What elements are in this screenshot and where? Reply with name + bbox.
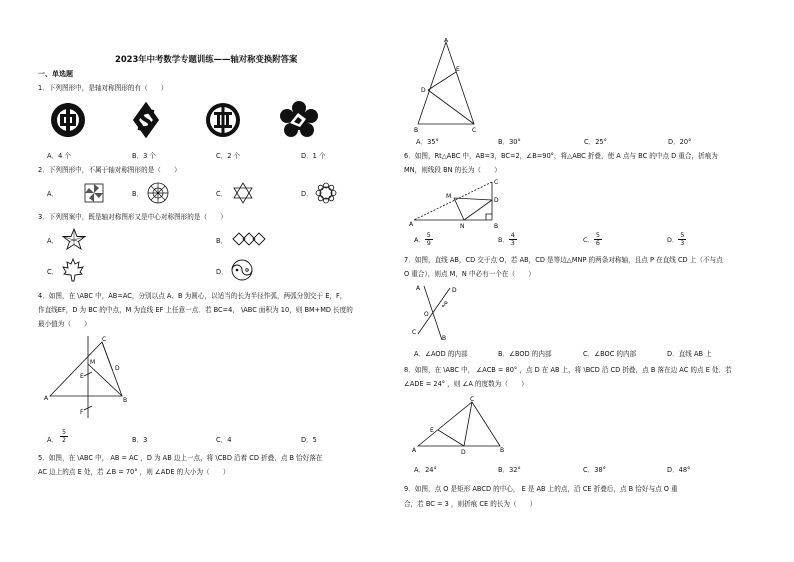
q3-label-a: A． [47,237,59,245]
q2-label-d: D． [301,190,313,198]
q4-option-d: D．5 [301,436,317,444]
q7-option-b: B．∠BOD 的内部 [498,350,552,358]
svg-text:D: D [461,449,466,456]
bank-emblem-logo-icon [205,102,241,138]
svg-text:D: D [115,365,120,372]
q5-option-c: C．25° [584,138,607,146]
q7-option-d: D．直线 AB 上 [667,350,712,358]
q1-option-c: C．2 个 [216,152,241,160]
q2-label-c: C． [216,190,228,198]
dollar-s-logo-icon [128,102,164,138]
scalloped-circle-icon [315,182,337,204]
svg-text:C: C [494,179,499,186]
q3-stem: 3．下列图案中，既是轴对称图形又是中心对称图形的是（ ） [38,213,227,221]
svg-text:B: B [500,447,505,454]
svg-text:D: D [421,87,426,94]
svg-text:B: B [494,223,499,230]
svg-text:D: D [452,287,457,294]
maple-leaf-icon [62,258,84,282]
q7-option-c: C．∠BOC 的内部 [583,350,637,358]
svg-text:A: A [444,38,449,44]
q1-option-b: B．3 个 [132,152,157,160]
q7-line-2: O 重合），则点 M，N 中必有一个在（ ） [404,270,535,278]
svg-text:A: A [412,447,417,454]
q8-option-b: B．32° [498,466,521,474]
q6-line-2: MN，则线段 BN 的长为（ ） [404,166,501,174]
q8-option-d: D．48° [667,466,691,474]
q4-triangle-figure [40,334,140,422]
q2-label-b: B． [132,190,144,198]
yin-yang-icon [231,259,253,281]
q2-stem: 2．下列图形中，不属于轴对称图形的是（ ） [38,166,181,174]
svg-text:E: E [456,66,460,73]
svg-text:B: B [123,397,128,404]
q3-label-b: B． [216,237,228,245]
q5-line-2: AC 边上的点 E 处，若 ∠B = 70° ，则 ∠ADE 的大小为（ ） [38,468,230,476]
q8-option-c: C．38° [583,466,606,474]
svg-text:P: P [444,301,448,308]
svg-text:E: E [430,427,434,434]
svg-text:A: A [416,285,421,292]
q6-triangle-figure [408,178,504,230]
svg-text:C: C [102,336,107,343]
q1-option-d: D．1 个 [301,152,326,160]
q6-line-1: 6．如图，Rt△ABC 中，AB=3，BC=2，∠B=90°，将△ABC 折叠，使 A 点与 BC 的中点 D 重合，折痕为 [404,152,718,160]
q9-line-2: 合，若 BC = 3 ，则折痕 CE 的长为（ ） [404,500,537,508]
q4-option-a: A． [47,436,59,444]
q4-line-1: 4．如图，在 \ABC 中，AB=AC，分别以点 A、B 为圆心，以适当的长为半径作弧，两弧分别交于 E，F， [38,292,347,300]
svg-text:B: B [442,335,447,342]
bank-of-china-logo-icon [50,102,86,138]
section-heading: 一、单选题 [38,70,73,78]
q8-option-a: A．24° [414,466,437,474]
q8-line-1: 8．如图，在 \ABC 中， ∠ACB = 80° ，点 D 在 AB 上，将 \BCD 沿 CD 折叠，点 B 落在边 AC 的点 E 处．若 [404,366,732,374]
q2-label-a: A． [47,190,59,198]
svg-text:C: C [470,396,475,403]
q6-option-a: A． 5 9 [414,231,431,247]
q5-triangle-figure [408,38,488,134]
q1-stem: 1．下列图形中，是轴对称图形的有（ ） [38,84,168,92]
pinwheel-icon [84,183,104,203]
svg-text:A: A [409,221,414,228]
q8-line-2: ∠ADE = 24° ，则 ∠A 的度数为（ ） [404,380,528,388]
q7-line-1: 7．如图，直线 AB，CD 交于点 O，若 AB，CD 是等边△MNP 的两条对称轴，且点 P 在直线 CD 上（不与点 [404,256,723,264]
svg-text:O: O [424,311,429,318]
q4-option-a-fraction: 5 2 [60,429,68,444]
q5-option-d: D．20° [668,138,692,146]
q5-option-a: A．35° [416,138,439,146]
svg-text:A: A [44,395,49,402]
q5-option-b: B．30° [498,138,521,146]
svg-text:B: B [414,127,419,134]
q6-option-c: C． 5 6 [583,231,600,247]
hexagram-icon [232,182,254,204]
flower-badge-logo-icon [280,101,318,139]
q4-option-c: C．4 [216,436,232,444]
chinese-knot-icon [232,232,266,246]
q3-label-c: C． [47,268,59,276]
star-icon [62,228,86,250]
svg-text:D: D [494,197,499,204]
rosette-circle-icon [147,182,169,204]
page-title: 2023年中考数学专题训练——轴对称变换附答案 [115,54,298,64]
q3-label-d: D． [216,268,228,276]
svg-text:F: F [80,409,84,416]
q1-option-a: A．4 个 [47,152,71,160]
svg-text:M: M [446,193,452,200]
q4-line-2: 作直线EF，D 为 BC 的中点，M 为直线 EF 上任意一点．若 BC=4， \ABC 面积为 10，则 BM+MD 长度的 [38,306,353,314]
q8-triangle-figure [410,396,510,458]
svg-text:C: C [472,127,477,134]
svg-text:C: C [412,329,417,336]
q6-option-b: B． 4 3 [498,231,515,247]
q4-line-3: 最小值为（ ） [38,320,91,328]
q4-option-b: B．3 [132,436,148,444]
svg-text:M: M [90,359,96,366]
q7-option-a: A．∠AOD 的内部 [414,350,468,358]
q6-option-d: D． 5 3 [667,231,685,247]
q7-lines-figure [410,282,460,344]
svg-text:N: N [460,223,465,230]
q5-line-1: 5．如图，在 \ABC 中， AB = AC ，D 为 AB 边上一点，将 \CBD 沿着 CD 折叠，点 B 恰好落在 [38,454,323,462]
svg-text:E: E [80,373,84,380]
q9-line-1: 9．如图，点 O 是矩形 ABCD 的中心， E 是 AB 上的点，沿 CE 折叠后，点 B 恰好与点 O 重 [404,485,678,493]
